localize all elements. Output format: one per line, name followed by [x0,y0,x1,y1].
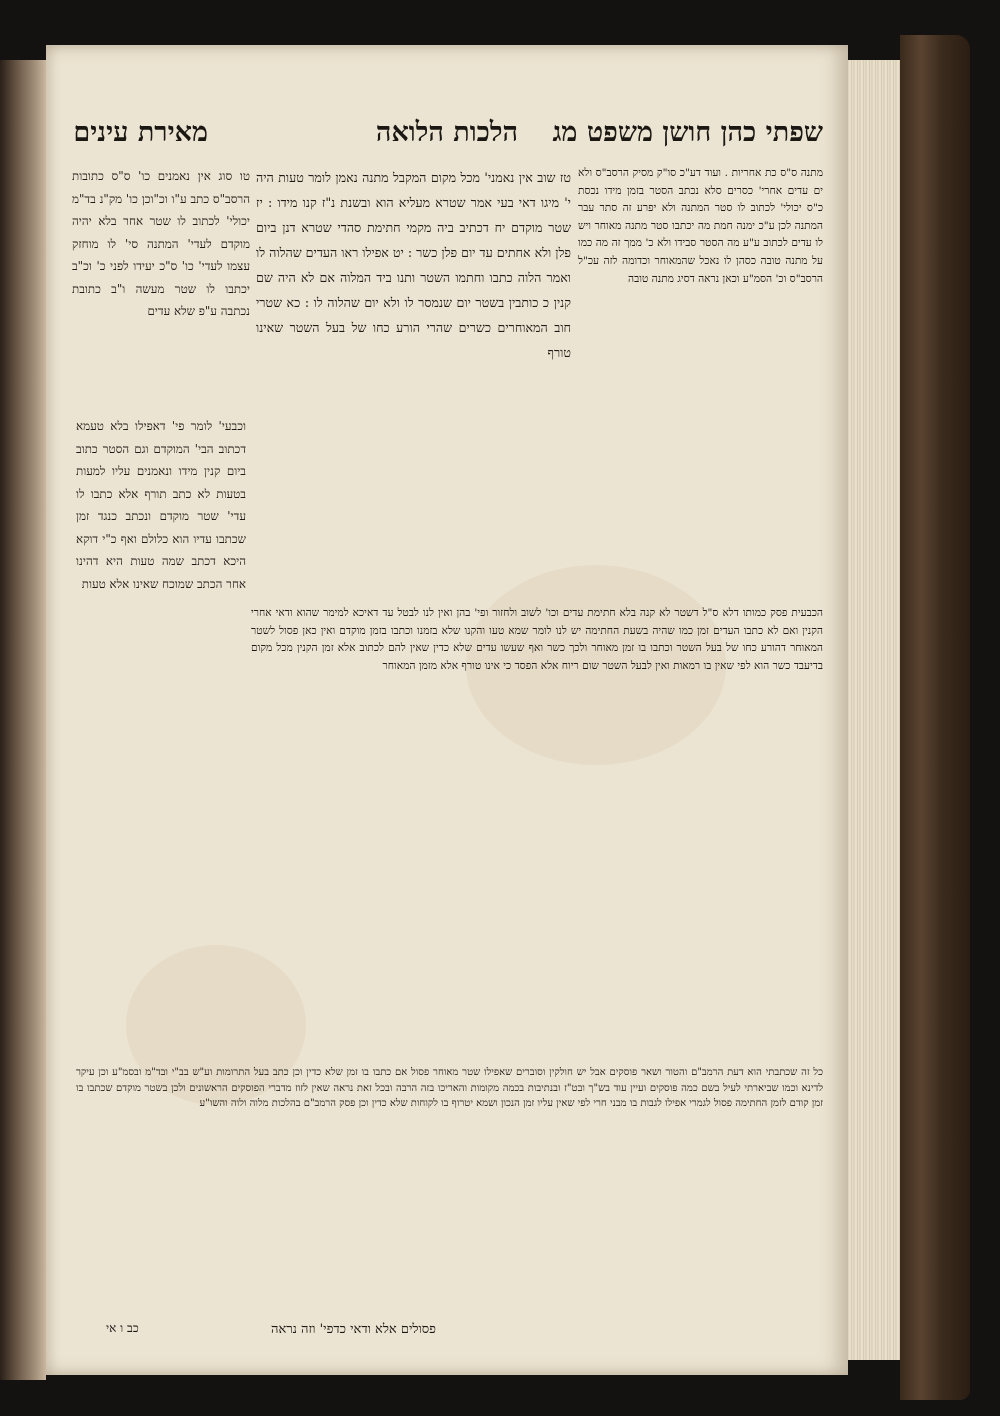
main-text: טז שוב אין נאמני' מכל מקום המקבל מתנה נאמן לומר טעות היה י' מיגו דאי בעי אמר שטרא מעליא הוא ובשנת נ"ז קנו מידו : יז שטר מוקדם יח דכתיב ביה מקמי חתימת סהדי שטרא דנן ביום פלן ולא אחתים עד יום פלן כשר : יט אפילו ראו העדים שהלוה לו ואמר הלוה כתבו וחתמו השטר ותנו ביד המלוה אם לא היה שם קנין כ כותבין בשטר יום שנמסר לו ולא יום שהלוה לו : כא שטרי חוב המאוחרים כשרים שהרי הורע כחו של בעל השטר שאינו טורף [256,170,571,360]
commentary-column-left [72,165,250,395]
commentary-text: הכבעית פסק כמותו דלא ס"ל דשטר לא קנה בלא חתימת עדים וכו' לשוב ולחזור ופי' בהן ואין לנו לבטל עד דאיכא למימר שהוא ודאי אחרי הקנין ואם לא כתבו העדים זמן כמו שהיה בשעת החתימה יש לנו לומר שמא טעו והקנו שלא בזמנו וכתבו בזמן מוקדם ואין כאן פסול לשטר המאוחר דהורע כחו של בעל השטר וכתבו בו זמן מאוחר ולכך כשר ואף שעשו עדים שלא כדין שאין להם לכתוב אלא זמן הקנין מכל מקום בדיעבד כשר הוא לפי שאין בו רמאות ואין לבעל השטר שום ריוח אלא הפסד כי אינו טורף אלא מזמן המאוחר [251,607,823,672]
signature-mark: כב ו אי [106,1321,139,1335]
running-head-center: הלכות הלואה [375,117,518,148]
running-head-left: מאירת עינים [73,117,208,148]
commentary-text: טו סוג אין נאמנים כו' ס"ס כתובות הרסב"ס כתב ע"ו וכ"וכן כו' מק"נ בד"מ יכולי' לכתוב לו שטר אחר בלא יהיה מוקדם לעדי' המתנה סי' לו מוחזק עצמו לעדי' כו' ס"כ יעידו לפני כ' וכ"ב יכתבו לו שטר מעשה ו"ב כתובת נכתבה ע"פ שלא עדים [72,169,250,318]
page-edges [846,60,908,1360]
catchword: פסולים אלא ודאי כדפי' וזה נראה [271,1322,436,1337]
leather-cover [900,35,970,1400]
book-page [46,45,848,1375]
footnote-block [76,1065,823,1315]
commentary-text: וכבעי' לומר פי' דאפילו בלא טעמא דכתוב הבי' המוקדם וגם הסטר כתוב ביום קנין מידו ונאמנים עליו למעות בטעות לא כתב תורף אלא כתבו לו עדי' שטר מוקדם ונכתב כנגד זמן שכתבו עדיו הוא כלולם ואף כ"י דוקא היכא דכתב שמה טעות היא דהינו אחר הכתב שמוכח שאינו אלא טעות [76,419,246,591]
main-text-column [256,165,571,495]
commentary-column-left-lower [76,415,246,1055]
commentary-text: מתנה ס"ס כת אחריות . ועוד דע"כ סו"ק מסיק הרסב"ס ולא ים עדים אחרי' כסרים סלא נכתב הסטר בזמן מידו נכסת כ"ס יכולי' לכתוב לו סטר המתנה ולא יפרע זה סתר עבר המתנה לכן ע"כ ימנה חמת מה יכתבו סטר מתנה מאוחר ויש לו עדים לכתוב ע"ע מה הסטר סבידו ולא כ' ממך זה מה כמו על מתנה טובה כסהן לו נאכל שהמאוחר וכדומה לזה עכ"ל הרסב"ס וכ' הסמ"ע וכאן נראה דסיג מתנה טובה [578,167,823,285]
running-head-right: שפתי כהן חושן משפט מג [552,117,823,148]
commentary-column-right [578,165,823,600]
left-binding-edge [0,60,46,1380]
commentary-block-main [251,605,823,1055]
footnote-text: כל זה שכתבתי הוא דעת הרמב"ם והטור ושאר פוסקים אבל יש חולקין וסוברים שאפילו שטר מאוחר פסול אם כתבו בו זמן שלא כדין וכן כתב בעל התרומות וע"ש בב"י ובד"מ ובסמ"ע וכן עיקר לדינא וכמו שביארתי לעיל בשם כמה פוסקים ועיין עוד בש"ך ובט"ז ובנתיבות בכמה מקומות והאריכו בזה הרבה ובכל זאת נראה שאין לזוז מדברי הפוסקים הראשונים ולכן בשטר מוקדם שכתבו בו זמן קודם לזמן החתימה פסול לגמרי אפילו לגבות בו מבני חרי לפי שאין עליו זמן הנכון ושמא יטרוף בו לקוחות שלא כדין וכן פסק הרמב"ם בהלכות מלוה ולוה והשו"ע [76,1067,823,1110]
